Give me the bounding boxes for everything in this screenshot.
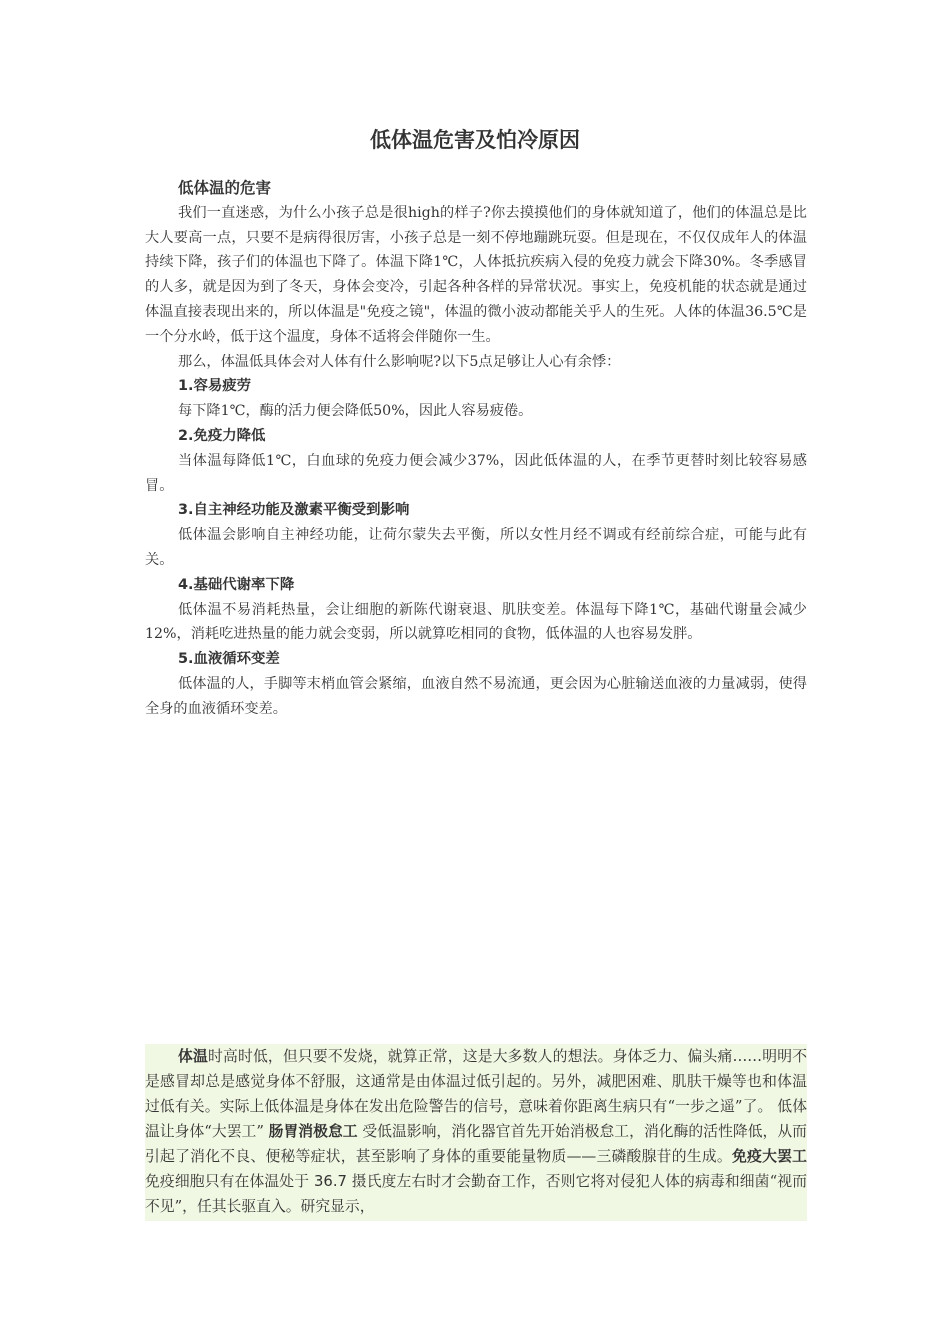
highlight-paragraph [145, 1044, 807, 1219]
point-text-2: 当体温每降低1℃，白血球的免疫力便会减少37%，因此低体温的人，在季节更替时刻比较容易感冒。 [145, 452, 807, 494]
point-heading-2: 2.免疫力降低 [178, 427, 266, 444]
document-body [145, 176, 807, 722]
point-heading-5: 5.血液循环变差 [178, 651, 280, 668]
highlight-box [145, 1044, 807, 1221]
point-text-5: 低体温的人，手脚等末梢血管会紧缩，血液自然不易流通，更会因为心脏输送血液的力量减弱，使得全身的血液循环变差。 [145, 675, 807, 717]
point-heading-1: 1.容易疲劳 [178, 378, 252, 395]
point-heading-3: 3.自主神经功能及激素平衡受到影响 [178, 502, 410, 519]
highlight-bold-2: 肠胃消极怠工 [268, 1123, 358, 1140]
highlight-text-4: 摄氏度左右时才会勤奋工作，否则它将对侵犯人体的病毒和细菌“视而不见”，任其长驱直入。研究显示， [145, 1173, 807, 1215]
section-heading: 低体温的危害 [178, 179, 272, 197]
highlight-text-3: 免疫细胞只有在体温处于 [145, 1173, 314, 1190]
highlight-text-1: 时高时低，但只要不发烧，就算正常，这是大多数人的想法。身体乏力、偏头痛……明明不是感冒却总是感觉身体不舒服，这通常是由体温过低引起的。另外，减肥困难、肌肤干燥等也和体温过低有关。实际上低体温是身体在发出危险警告的信号，意味着你距离生病只有“一步之遥”了。 低体温让身体“大罢工” [145, 1048, 807, 1140]
page-title: 低体温危害及怕冷原因 [370, 128, 580, 152]
highlight-bold-3: 免疫大罢工 [731, 1148, 807, 1165]
point-text-4: 低体温不易消耗热量，会让细胞的新陈代谢衰退、肌肤变差。体温每下降1℃，基础代谢量会减少12%，消耗吃进热量的能力就会变弱，所以就算吃相同的食物，低体温的人也容易发胖。 [145, 601, 807, 643]
highlight-text-2: 受低温影响，消化器官首先开始消极怠工，消化酶的活性降低，从而引起了消化不良、便秘等症状，甚至影响了身体的重要能量物质——三磷酸腺苷的生成。 [145, 1123, 807, 1165]
point-text-1: 每下降1℃，酶的活力便会降低50%，因此人容易疲倦。 [178, 403, 533, 420]
point-heading-4: 4.基础代谢率下降 [178, 576, 295, 593]
lead-paragraph: 那么，体温低具体会对人体有什么影响呢?以下5点足够让人心有余悸： [178, 353, 621, 370]
intro-paragraph: 我们一直迷惑，为什么小孩子总是很high的样子?你去摸摸他们的身体就知道了，他们的体温总是比大人要高一点，只要不是病得很厉害，小孩子总是一刻不停地蹦跳玩耍。但是现在，不仅仅成年人的体温持续下降，孩子们的体温也下降了。体温下降1℃，人体抵抗疾病入侵的免疫力就会下降30%。冬季感冒的人多，就是因为到了冬天，身体会变冷，引起各种各样的异常状况。事实上，免疫机能的状态就是通过体温直接表现出来的，所以体温是"免疫之镜"，体温的微小波动都能关乎人的生死。人体的体温36.5℃是一个分水岭，低于这个温度，身体不适将会伴随你一生。 [145, 204, 807, 345]
highlight-bold-1: 体温 [178, 1048, 208, 1065]
temperature-value: 36.7 [313, 1173, 347, 1190]
point-text-3: 低体温会影响自主神经功能，让荷尔蒙失去平衡，所以女性月经不调或有经前综合症，可能与此有关。 [145, 527, 807, 568]
